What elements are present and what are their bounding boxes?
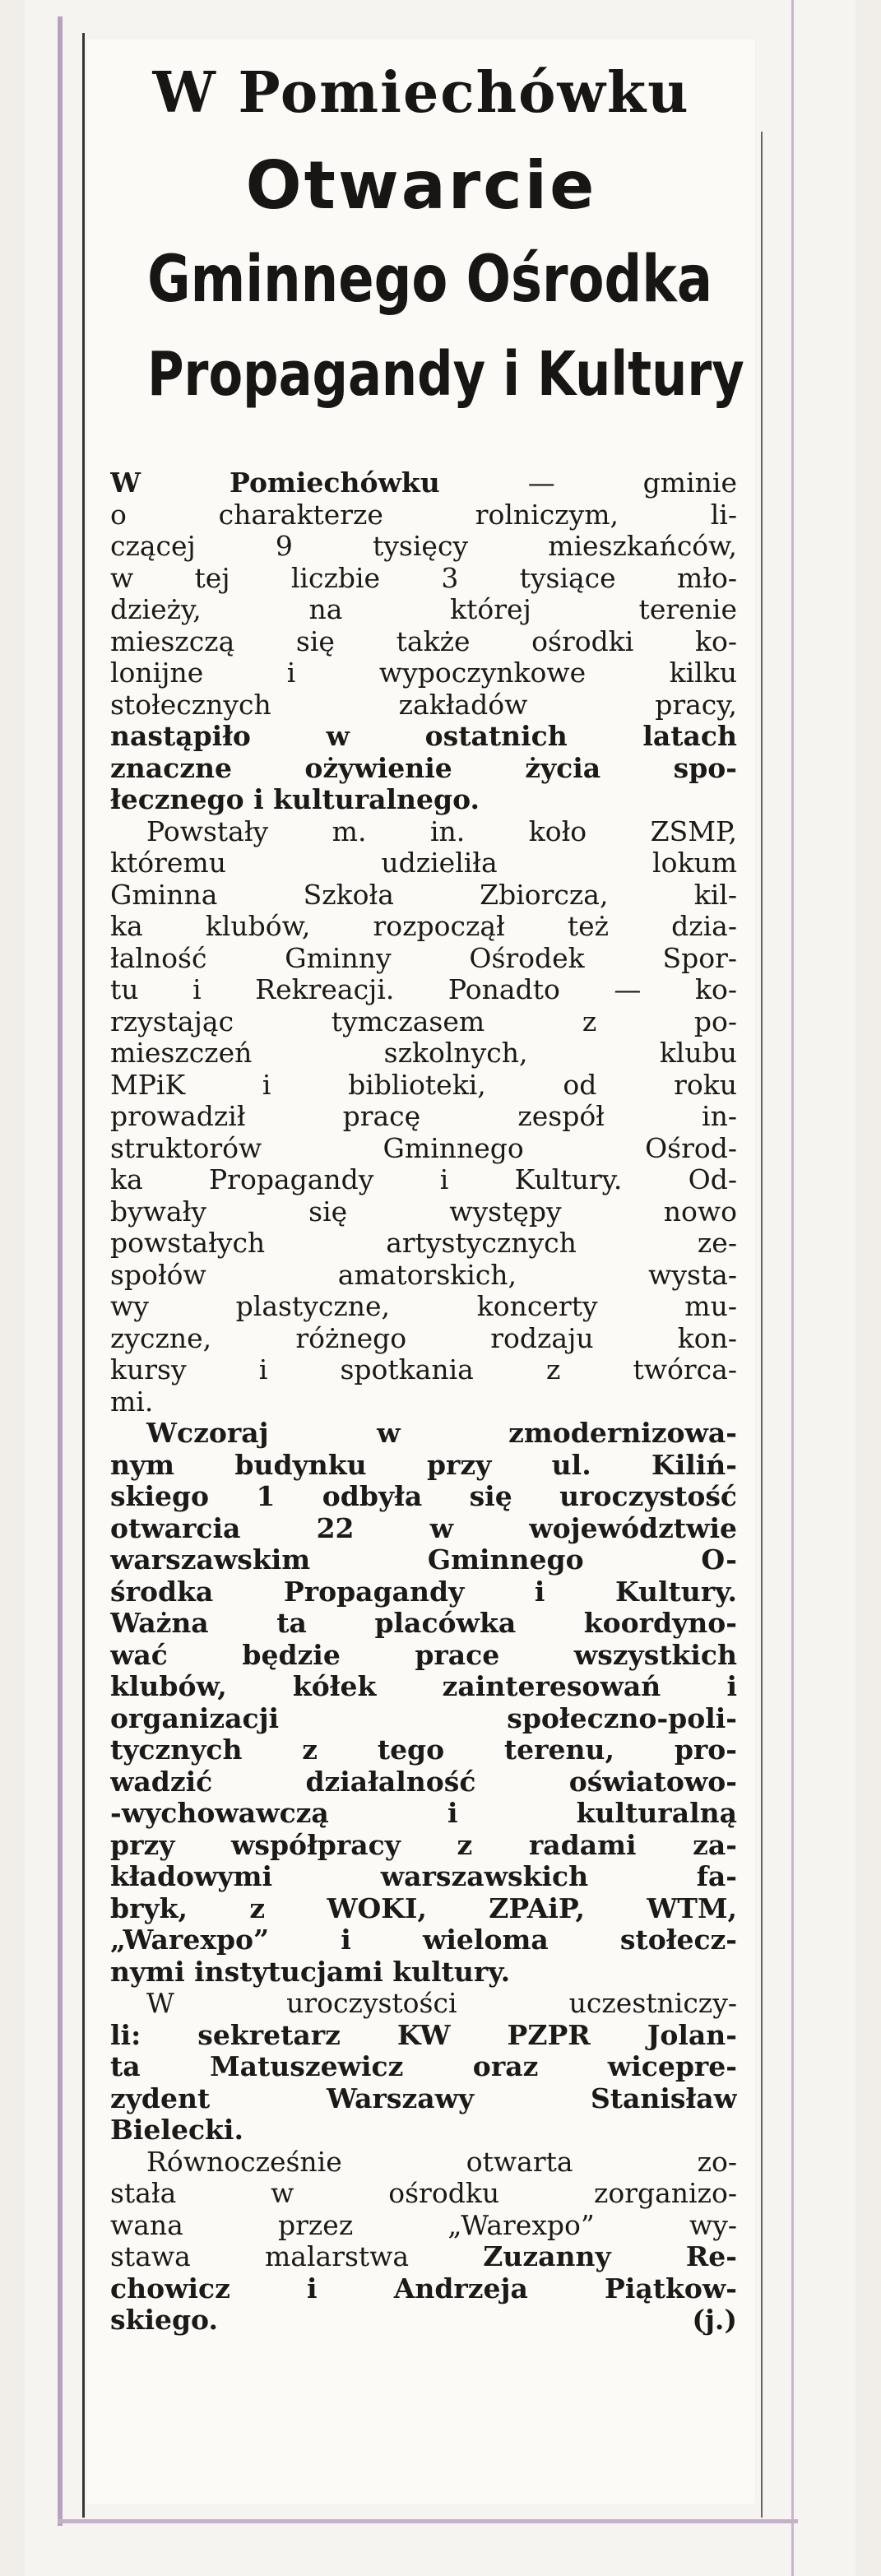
article-line: stołecznych zakładów pracy, <box>110 689 737 721</box>
article-line: Gminna Szkoła Zbiorcza, kil- <box>110 879 737 911</box>
article-line: mieszczą się także ośrodki ko- <box>110 625 737 657</box>
article-line: nastąpiło w ostatnich latach <box>110 721 737 752</box>
article-line: W Pomiechówku — gminie <box>110 467 737 499</box>
article-paragraph <box>110 2147 737 2305</box>
article-line: W uroczystości uczestniczy- <box>146 1988 737 2019</box>
article-line: nym budynku przy ul. Kiliń- <box>110 1449 737 1481</box>
closing-line <box>110 2304 737 2337</box>
article-line: -wychowawczą i kulturalną <box>110 1798 737 1829</box>
article-line: łecznego i kulturalnego. <box>110 784 480 815</box>
closing-text: skiego. <box>110 2304 218 2336</box>
article-line: Ważna ta placówka koordyno- <box>110 1608 737 1639</box>
article-line: tycznych z tego terenu, pro- <box>110 1734 737 1766</box>
article-line: Powstały m. in. koło ZSMP, <box>146 815 737 847</box>
article-line: znaczne ożywienie życia spo- <box>110 752 737 784</box>
article-line: bryk, z WOKI, ZPAiP, WTM, <box>110 1892 737 1924</box>
clipping-border-right <box>761 132 763 2518</box>
article-line: społów amatorskich, wysta- <box>110 1259 737 1291</box>
article-line: mieszczeń szkolnych, klubu <box>110 1037 737 1069</box>
article-body <box>110 467 737 2337</box>
article-line: struktorów Gminnego Ośrod- <box>110 1132 737 1164</box>
article-line: przy współpracy z radami za- <box>110 1829 737 1861</box>
headline-sub-1: Gminnego Ośrodka <box>147 243 712 317</box>
article-line: o charakterze rolniczym, li- <box>110 499 737 531</box>
article-line: któremu udzieliła lokum <box>110 847 737 879</box>
author-signature: (j.) <box>692 2304 737 2336</box>
article-line: zyczne, różnego rodzaju kon- <box>110 1322 737 1354</box>
article-line: ka Propagandy i Kultury. Od- <box>110 1164 737 1195</box>
article-line: wana przez „Warexpo” wy- <box>110 2209 737 2241</box>
article-line: wać będzie prace wszystkich <box>110 1639 737 1671</box>
article-paragraph <box>110 1418 737 1988</box>
article-line: Bielecki. <box>110 2114 243 2146</box>
article-line: prowadził pracę zespół in- <box>110 1101 737 1132</box>
article-line: dzieży, na której terenie <box>110 594 737 625</box>
article-line: łalność Gminny Ośrodek Spor- <box>110 942 737 974</box>
scan-edge-right <box>791 0 794 2576</box>
article-line: nymi instytucjami kultury. <box>110 1956 511 1988</box>
article-line: chowicz i Andrzeja Piątkow- <box>110 2272 737 2304</box>
article-line: zydent Warszawy Stanisław <box>110 2082 737 2114</box>
article-line: Równocześnie otwarta zo- <box>146 2146 737 2178</box>
article-line: organizacji społeczno-poli- <box>110 1702 737 1734</box>
scan-edge-bottom <box>58 2519 798 2523</box>
article-line: wadzić działalność oświatowo- <box>110 1766 737 1798</box>
article-line: MPiK i biblioteki, od roku <box>110 1069 737 1101</box>
article-line: powstałych artystycznych ze- <box>110 1228 737 1259</box>
newspaper-clipping <box>87 39 755 2504</box>
article-line: ka klubów, rozpoczął też dzia- <box>110 911 737 942</box>
article-line: środka Propagandy i Kultury. <box>110 1576 737 1608</box>
article-paragraph <box>110 816 737 1418</box>
article-line: skiego 1 odbyła się uroczystość <box>110 1481 737 1512</box>
article-line: wy plastyczne, koncerty mu- <box>110 1291 737 1322</box>
article-line: kładowymi warszawskich fa- <box>110 1861 737 1892</box>
scan-edge-left <box>58 16 63 2526</box>
clipping-border-left <box>82 33 85 2518</box>
article-line: kursy i spotkania z twórca- <box>110 1354 737 1385</box>
article-line: rzystając tymczasem z po- <box>110 1005 737 1037</box>
article-line: li: sekretarz KW PZPR Jolan- <box>110 2019 737 2051</box>
article-line: czącej 9 tysięcy mieszkańców, <box>110 531 737 562</box>
article-line: klubów, kółek zainteresowań i <box>110 1671 737 1702</box>
article-line: bywały się występy nowo <box>110 1195 737 1228</box>
article-line: Wczoraj w zmodernizowa- <box>146 1418 737 1449</box>
headline-sub-2: Propagandy i Kultury <box>147 339 744 410</box>
headline-main: Otwarcie <box>245 147 597 224</box>
article-line: „Warexpo” i wieloma stołecz- <box>110 1924 737 1956</box>
article-line: stała w ośrodku zorganizo- <box>110 2178 737 2209</box>
article-line: tu i Rekreacji. Ponadto — ko- <box>110 974 737 1005</box>
article-paragraph <box>110 467 737 816</box>
article-line: w tej liczbie 3 tysiące mło- <box>110 562 737 594</box>
article-paragraph <box>110 1988 737 2147</box>
article-line: otwarcia 22 w województwie <box>110 1512 737 1544</box>
article-line: mi. <box>110 1385 154 1418</box>
article-line: warszawskim Gminnego O- <box>110 1544 737 1576</box>
headline-location: W Pomiechówku <box>152 60 690 126</box>
article-line: lonijne i wypoczynkowe kilku <box>110 657 737 689</box>
article-line: ta Matuszewicz oraz wicepre- <box>110 2051 737 2082</box>
article-line: stawa malarstwa Zuzanny Re- <box>110 2241 737 2272</box>
